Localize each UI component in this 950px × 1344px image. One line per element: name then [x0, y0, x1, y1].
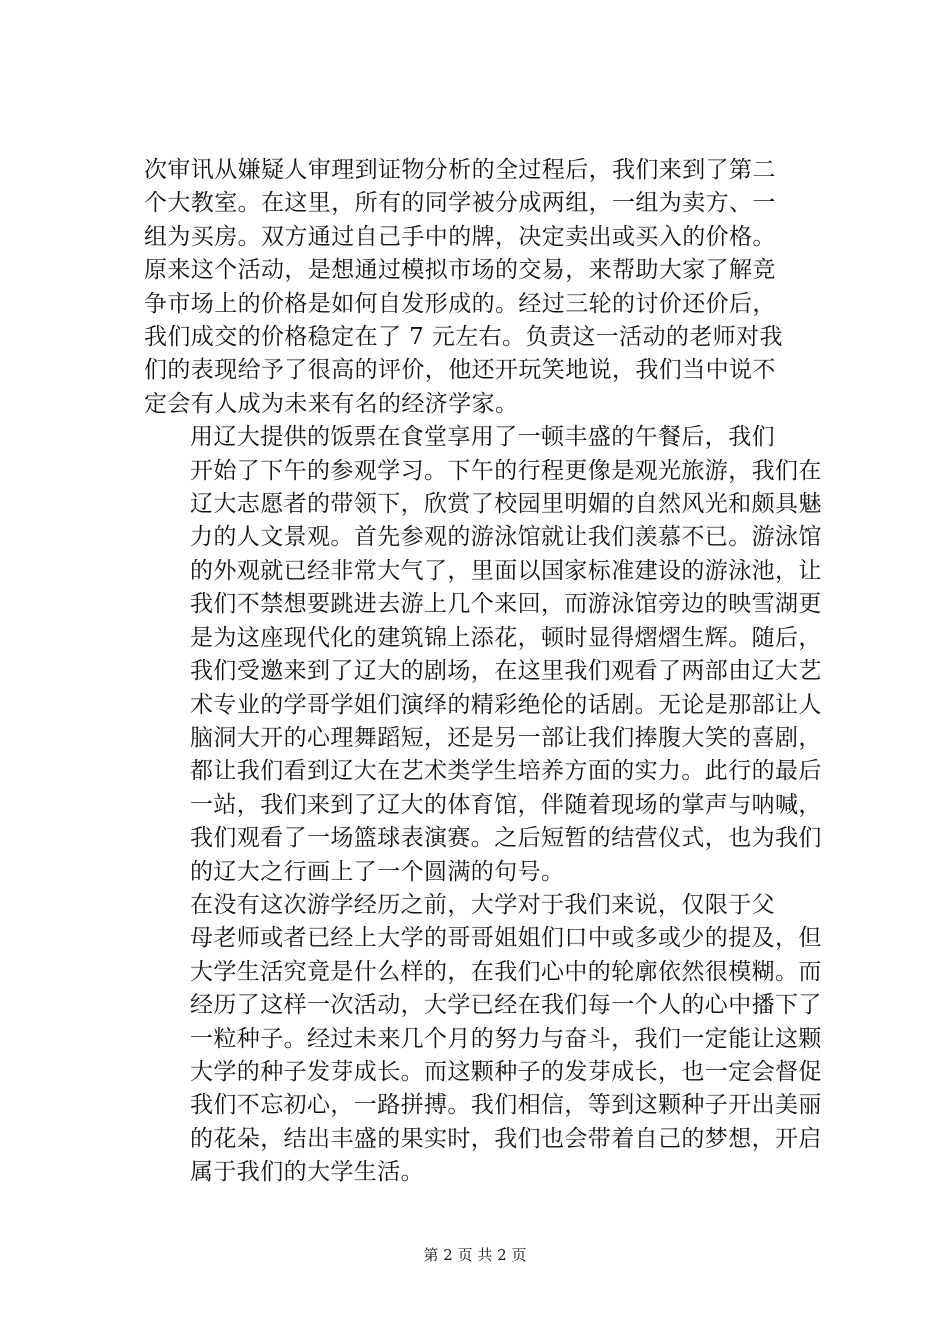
text-line: 经历了这样一次活动，大学已经在我们每一个人的心中播下了 [190, 992, 822, 1019]
paragraph [144, 154, 810, 421]
text-line: 力的人文景观。首先参观的游泳馆就让我们羡慕不已。游泳馆 [190, 524, 822, 551]
text-line: 一粒种子。经过未来几个月的努力与奋斗，我们一定能让这颗 [190, 1025, 822, 1052]
text-line: 我们受邀来到了辽大的剧场，在这里我们观看了两部由辽大艺 [190, 658, 822, 685]
text-line: 大学的种子发芽成长。而这颗种子的发芽成长，也一定会督促 [190, 1058, 822, 1085]
text-line: 属于我们的大学生活。 [190, 1159, 424, 1186]
text-line: 们的表现给予了很高的评价，他还开玩笑地说，我们当中说不 [144, 357, 776, 384]
text-line: 一站，我们来到了辽大的体育馆，伴随着现场的掌声与呐喊， [190, 791, 822, 818]
page-footer: 第 2 页 共 2 页 [423, 1246, 527, 1264]
text-line: 都让我们看到辽大在艺术类学生培养方面的实力。此行的最后 [190, 758, 822, 785]
text-line: 辽大志愿者的带领下，欣赏了校园里明媚的自然风光和颇具魅 [190, 491, 822, 518]
text-line: 开始了下午的参观学习。下午的行程更像是观光旅游，我们在 [190, 457, 822, 484]
text-line: 用辽大提供的饭票在食堂享用了一顿丰盛的午餐后，我们 [190, 424, 775, 451]
text-line: 术专业的学哥学姐们演绎的精彩绝伦的话剧。无论是那部让人 [190, 691, 822, 718]
text-line: 的外观就已经非常大气了，里面以国家标准建设的游泳池，让 [190, 557, 822, 584]
text-line: 我们不忘初心，一路拼搏。我们相信，等到这颗种子开出美丽 [190, 1092, 822, 1119]
text-line: 争市场上的价格是如何自发形成的。经过三轮的讨价还价后， [144, 290, 776, 317]
text-line: 在没有这次游学经历之前，大学对于我们来说，仅限于父 [190, 891, 775, 918]
text-line: 我们观看了一场篮球表演赛。之后短暂的结营仪式，也为我们 [190, 825, 822, 852]
text-line: 组为买房。双方通过自己手中的牌，决定卖出或买入的价格。 [144, 223, 776, 250]
text-line: 次审讯从嫌疑人审理到证物分析的全过程后，我们来到了第二 [144, 157, 776, 183]
paragraph [144, 889, 822, 1190]
text-line: 个大教室。在这里，所有的同学被分成两组，一组为卖方、一 [144, 190, 776, 217]
text-line: 是为这座现代化的建筑锦上添花，顿时显得熠熠生辉。随后， [190, 624, 822, 651]
paragraph [144, 421, 822, 889]
text-line: 我们成交的价格稳定在了 7 元左右。负责这一活动的老师对我 [144, 324, 783, 351]
text-line: 的辽大之行画上了一个圆满的句号。 [190, 858, 565, 885]
text-line: 母老师或者已经上大学的哥哥姐姐们口中或多或少的提及，但 [190, 925, 822, 952]
text-line: 脑洞大开的心理舞蹈短，还是另一部让我们捧腹大笑的喜剧， [190, 724, 822, 751]
text-line: 大学生活究竟是什么样的，在我们心中的轮廓依然很模糊。而 [190, 958, 822, 985]
text-line: 定会有人成为未来有名的经济学家。 [144, 390, 519, 417]
text-line: 我们不禁想要跳进去游上几个来回，而游泳馆旁边的映雪湖更 [190, 591, 822, 618]
text-line: 原来这个活动，是想通过模拟市场的交易，来帮助大家了解竞 [144, 257, 776, 284]
text-line: 的花朵，结出丰盛的果实时，我们也会带着自己的梦想，开启 [190, 1125, 822, 1152]
body-text [144, 154, 822, 1190]
